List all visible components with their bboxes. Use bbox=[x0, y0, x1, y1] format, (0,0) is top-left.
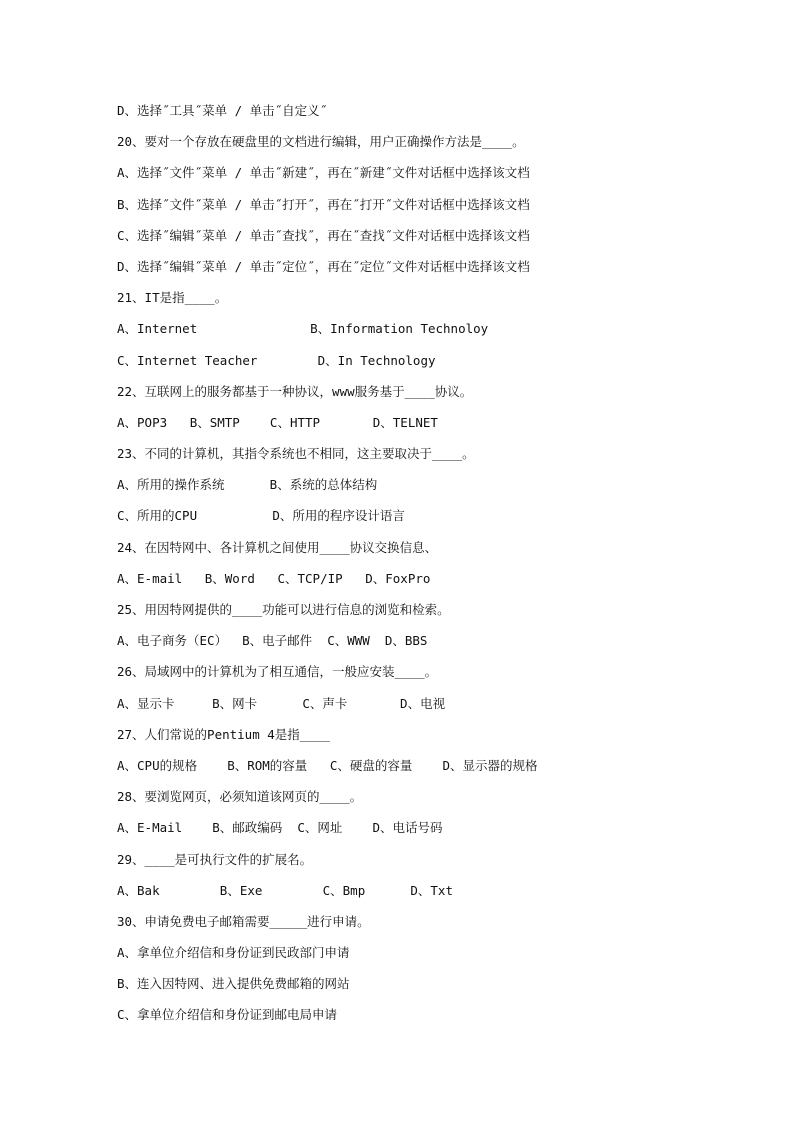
text-line: A、电子商务（EC） B、电子邮件 C、WWW D、BBS bbox=[117, 633, 428, 649]
question-25: 25、用因特网提供的____功能可以进行信息的浏览和检索。 bbox=[117, 602, 450, 617]
question-21: 21、IT是指____。 bbox=[117, 290, 228, 306]
text-line: A、E-Mail B、邮政编码 C、网址 D、电话号码 bbox=[117, 820, 443, 836]
document-body bbox=[117, 101, 737, 1037]
text-line: D、选择˝工具˝菜单 / 单击˝自定义˝ bbox=[117, 103, 328, 118]
text-line: A、Internet B、Information Technoloy bbox=[117, 321, 489, 337]
question-22: 22、互联网上的服务都基于一种协议，www服务基于____协议。 bbox=[117, 383, 473, 399]
question-26: 26、局域网中的计算机为了相互通信，一般应安装____。 bbox=[117, 664, 438, 680]
text-line: A、所用的操作系统 B、系统的总体结构 bbox=[117, 477, 378, 493]
text-line: A、拿单位介绍信和身份证到民政部门申请 bbox=[117, 945, 350, 961]
question-23: 23、不同的计算机，其指令系统也不相同，这主要取决于____。 bbox=[117, 446, 475, 462]
text-line: A、选择˝文件˝菜单 / 单击˝新建˝，再在˝新建˝文件对话框中选择该文档 bbox=[117, 165, 530, 181]
question-30: 30、申请免费电子邮箱需要_____进行申请。 bbox=[117, 913, 370, 929]
text-line: A、CPU的规格 B、ROM的容量 C、硬盘的容量 D、显示器的规格 bbox=[117, 757, 538, 773]
question-28: 28、要浏览网页，必须知道该网页的____。 bbox=[117, 789, 363, 805]
text-line: C、拿单位介绍信和身份证到邮电局申请 bbox=[117, 1007, 338, 1023]
text-line: D、选择˝编辑˝菜单 / 单击˝定位˝，再在˝定位˝文件对话框中选择该文档 bbox=[117, 258, 530, 274]
question-20: 20、要对一个存放在硬盘里的文档进行编辑，用户正确操作方法是____。 bbox=[117, 134, 525, 150]
text-line: C、选择˝编辑˝菜单 / 单击˝查找˝，再在˝查找˝文件对话框中选择该文档 bbox=[117, 227, 530, 243]
text-line: A、POP3 B、SMTP C、HTTP D、TELNET bbox=[117, 414, 438, 430]
text-line: A、E-mail B、Word C、TCP/IP D、FoxPro bbox=[117, 570, 431, 586]
text-line: C、所用的CPU D、所用的程序设计语言 bbox=[117, 508, 405, 524]
question-27: 27、人们常说的Pentium 4是指____ bbox=[117, 726, 330, 742]
text-line: C、Internet Teacher D、In Technology bbox=[117, 352, 436, 368]
question-24: 24、在因特网中、各计算机之间使用____协议交换信息、 bbox=[117, 539, 438, 555]
text-line: A、显示卡 B、网卡 C、声卡 D、电视 bbox=[117, 695, 446, 711]
text-line: A、Bak B、Exe C、Bmp D、Txt bbox=[117, 882, 453, 898]
text-line: B、连入因特网、进入提供免费邮箱的网站 bbox=[117, 976, 350, 992]
text-line: B、选择˝文件˝菜单 / 单击˝打开˝，再在˝打开˝文件对话框中选择该文档 bbox=[117, 196, 530, 212]
question-29: 29、____是可执行文件的扩展名。 bbox=[117, 851, 313, 867]
